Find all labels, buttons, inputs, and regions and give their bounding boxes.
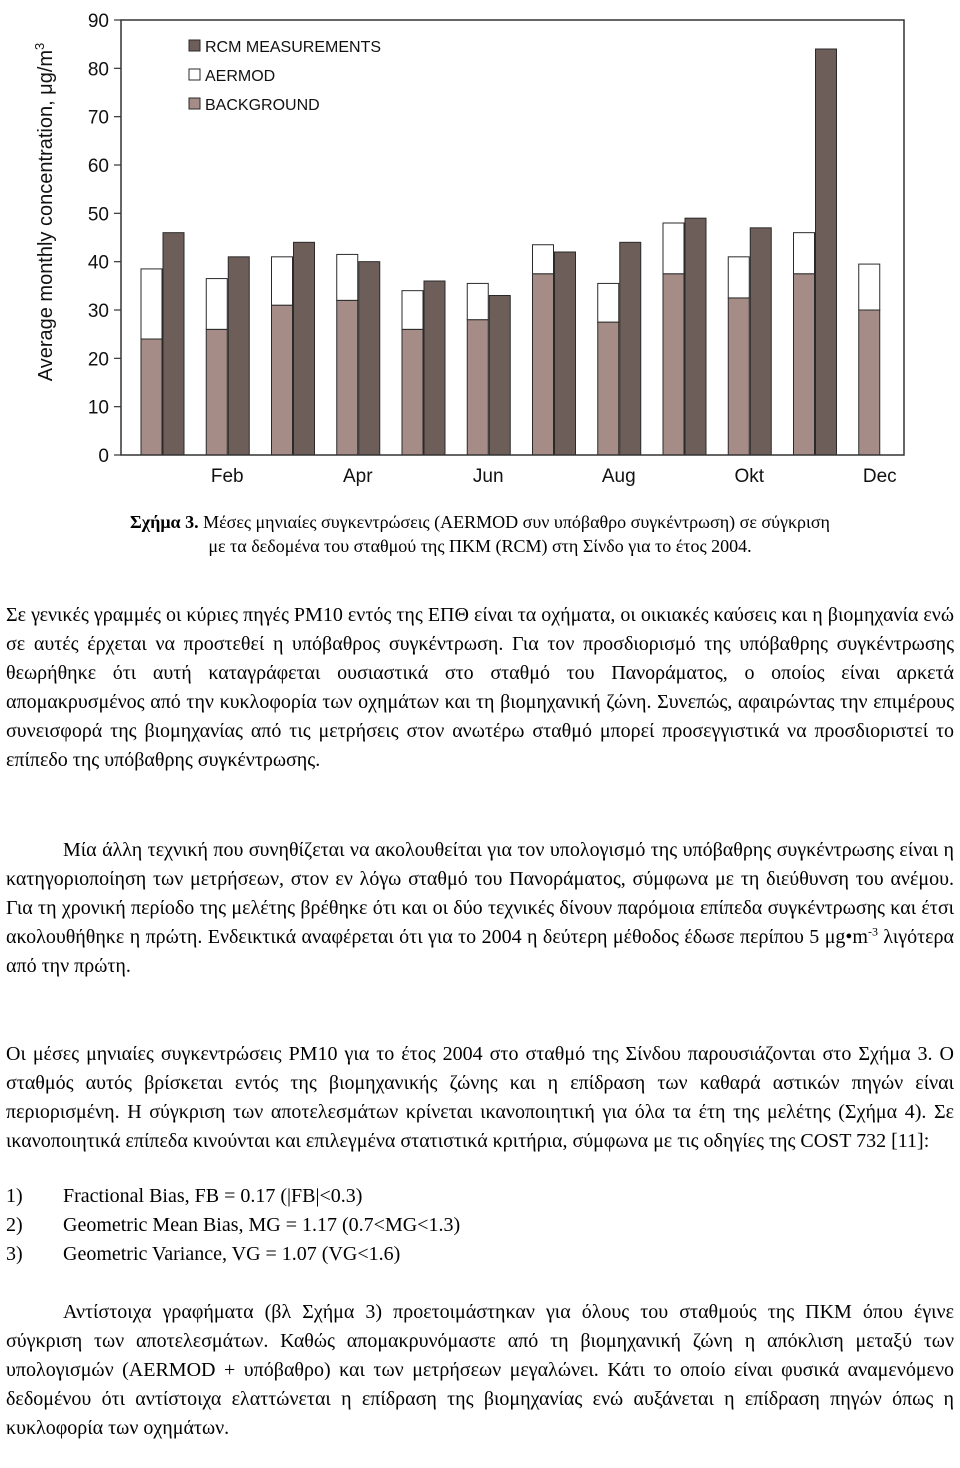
- y-tick-label: 50: [87, 204, 109, 226]
- legend-label: RCM MEASUREMENTS: [205, 39, 382, 56]
- y-tick-label: 20: [87, 349, 109, 371]
- x-tick-label: Apr: [342, 466, 373, 487]
- background-bar: [467, 320, 488, 455]
- paragraph-3: Οι μέσες μηνιαίες συγκεντρώσεις PM10 για το έτος 2004 στο σταθμό της Σίνδου παρουσιάζονται στο Σχήμα 3. Ο σταθμός αυτός βρίσκεται εντός της βιομηχανικής ζώνης και η επίδραση των καθαρά αστικών πηγών είναι περιορισμένη. Η σύγκριση των αποτελεσμάτων κρίνεται ικανοποιητική για όλα τα έτη της μελέτης (Σχήμα 4). Σε ικανοποιητικά επίπεδα κινούνται και επιλεγμένα στατιστικά κριτήρια, σύμφωνα με τις οδηγίες της COST 732 [11]:: [6, 1043, 954, 1152]
- y-axis-ticks: [88, 11, 121, 467]
- chart-legend: [189, 39, 381, 114]
- criteria-number: 2): [6, 1214, 23, 1236]
- y-tick-label: 30: [87, 301, 109, 322]
- aermod-bar: [337, 254, 358, 300]
- rcm-bar: [750, 228, 771, 455]
- x-tick-label: Okt: [734, 466, 765, 487]
- x-axis-ticks: [211, 466, 897, 487]
- x-tick-label: Feb: [210, 466, 244, 487]
- y-axis-label: [32, 43, 57, 382]
- background-bar: [663, 274, 684, 455]
- background-bar: [402, 329, 423, 455]
- y-tick-label: 10: [87, 397, 109, 419]
- figure-caption: [0, 510, 960, 558]
- legend-label: AERMOD: [205, 68, 276, 85]
- rcm-bar: [555, 252, 576, 455]
- legend-swatch: [189, 40, 200, 51]
- x-tick-label: Dec: [862, 466, 897, 487]
- paragraph-2-superscript: -3: [868, 924, 878, 939]
- aermod-bar: [598, 283, 619, 322]
- aermod-bar: [663, 223, 684, 274]
- y-axis-label-superscript: 3: [32, 42, 47, 50]
- paragraph-2-main: Μία άλλη τεχνική που συνηθίζεται να ακολουθείται για τον υπολογισμό της υπόβαθρης συγκέντρωσης είναι η κατηγοριοποίηση των μετρήσεων, στον εν λόγω σταθμό του Πανοράματος, σύμφωνα με τη διεύθυνση του ανέμου. Για τη χρονική περίοδο της μελέτης βρέθηκε ότι και οι δύο τεχνικές δίνουν παρόμοια επίπεδα συγκέντρωσης και έτσι ακολουθήθηκε η πρώτη. Ενδεικτικά αναφέρεται ότι για το 2004 η δεύτερη μέθοδος έδωσε περίπου 5 μg•m: [6, 839, 954, 948]
- criteria-number: 3): [6, 1243, 23, 1265]
- criteria-text: Geometric Variance, VG = 1.07 (VG<1.6): [63, 1243, 401, 1265]
- rcm-bar: [620, 242, 641, 455]
- aermod-bar: [206, 279, 227, 330]
- aermod-bar: [272, 257, 293, 305]
- background-bar: [794, 274, 815, 455]
- y-tick-label: 90: [87, 11, 109, 32]
- rcm-bar: [489, 296, 510, 456]
- aermod-bar: [728, 257, 749, 298]
- y-tick-label: 0: [98, 446, 109, 467]
- aermod-bar: [859, 264, 880, 310]
- paragraph-2: [6, 836, 954, 981]
- caption-line-2: με τα δεδομένα του σταθμού της ΠΚΜ (RCM) στη Σίνδο για το έτος 2004.: [208, 536, 752, 556]
- legend-swatch: [189, 69, 200, 80]
- aermod-bar: [141, 269, 162, 339]
- paragraph-4: Αντίστοιχα γραφήματα (βλ Σχήμα 3) προετοιμάστηκαν για όλους του σταθμούς της ΠΚΜ όπου έγινε σύγκριση των αποτελεσμάτων. Καθώς απομακρυνόμαστε από τη βιομηχανική ζώνη η απόκλιση μεταξύ των υπολογισμών (AERMOD + υπόβαθρο) και των μετρήσεων μεγαλώνει. Κάτι το οποίο είναι φυσικά αναμενόμενο δεδομένου ότι αντίστοιχα ελαττώνεται η επίδραση της βιομηχανίας ενώ αυξάνεται η επίδραση πηγών όπως η κυκλοφορία των οχημάτων.: [6, 1301, 954, 1439]
- y-axis-label-group: [32, 43, 57, 382]
- rcm-bar: [816, 49, 837, 455]
- criteria-item-2: [6, 1211, 954, 1240]
- x-tick-label: Jun: [472, 466, 504, 487]
- aermod-bar: [794, 233, 815, 274]
- aermod-bar: [467, 283, 488, 319]
- background-bar: [272, 305, 293, 455]
- background-bar: [337, 300, 358, 455]
- background-bar: [859, 310, 880, 455]
- rcm-bar: [294, 242, 315, 455]
- rcm-bar: [424, 281, 445, 455]
- caption-label: Σχήμα 3.: [130, 512, 199, 532]
- paragraph-1: Σε γενικές γραμμές οι κύριες πηγές PM10 εντός της ΕΠΘ είναι τα οχήματα, οι οικιακές καύσεις και η βιομηχανία ενώ σε αυτές έρχεται να προστεθεί η υπόβαθρος συγκέντρωση. Για τον προσδιορισμό της υπόβαθρης συγκέντρωσης θεωρήθηκε ότι αυτή καταγράφεται ουσιαστικά στο σταθμό του Πανοράματος, ο οποίος είναι αρκετά απομακρυσμένος από την κυκλοφορία των οχημάτων και τη βιομηχανική ζώνη. Συνεπώς, αφαιρώντας την επιμέρους συνεισφορά της βιομηχανίας από τις μετρήσεις στον ανωτέρω σταθμό μπορεί προσεγγιστικά να προσδιοριστεί το επίπεδο της υπόβαθρης συγκέντρωσης.: [6, 604, 954, 771]
- legend-label: BACKGROUND: [205, 97, 320, 114]
- background-bar: [206, 329, 227, 455]
- rcm-bar: [228, 257, 249, 455]
- concentration-bar-chart: [0, 0, 960, 500]
- caption-line-1: [0, 510, 960, 534]
- legend-swatch: [189, 98, 200, 109]
- rcm-bar: [359, 262, 380, 455]
- criteria-item-1: [6, 1182, 954, 1211]
- y-tick-label: 70: [87, 107, 109, 129]
- criteria-item-3: [6, 1240, 954, 1269]
- rcm-bar: [163, 233, 184, 455]
- rcm-bar: [685, 218, 706, 455]
- background-bar: [533, 274, 554, 455]
- aermod-bar: [402, 291, 423, 330]
- background-bar: [728, 298, 749, 455]
- background-bar: [141, 339, 162, 455]
- x-tick-label: Aug: [601, 466, 636, 487]
- background-bar: [598, 322, 619, 455]
- criteria-text: Fractional Bias, FB = 0.17 (|FB|<0.3): [63, 1185, 363, 1207]
- aermod-bar: [533, 245, 554, 274]
- y-tick-label: 80: [87, 59, 109, 81]
- paragraph-2-end: λιγότερα από την πρώτη.: [6, 926, 954, 977]
- y-tick-label: 40: [87, 252, 109, 274]
- caption-text-1: Μέσες μηνιαίες συγκεντρώσεις (AERMOD συν υπόβαθρο συγκέντρωση) σε σύγκριση: [198, 512, 830, 532]
- criteria-number: 1): [6, 1185, 23, 1207]
- y-tick-label: 60: [87, 156, 109, 177]
- y-axis-label-text: Average monthly concentration, μg/m: [35, 49, 57, 382]
- criteria-text: Geometric Mean Bias, MG = 1.17 (0.7<MG<1.3): [63, 1214, 461, 1236]
